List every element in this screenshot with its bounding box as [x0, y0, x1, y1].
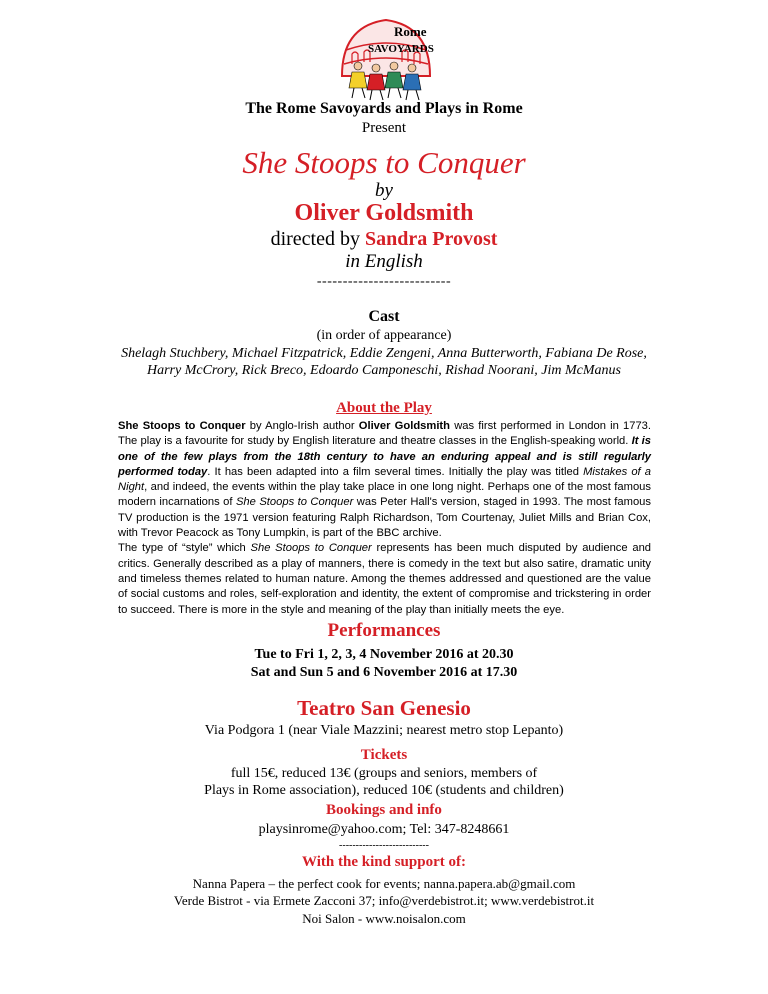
- about-author-ref: Oliver Goldsmith: [358, 420, 450, 432]
- performances-heading: Performances: [327, 620, 441, 641]
- support-heading: With the kind support of:: [302, 854, 466, 870]
- cast-line-2: Harry McCrory, Rick Breco, Edoardo Camponeschi, Rishad Noorani, Jim McManus: [147, 363, 621, 378]
- tickets-line-2: Plays in Rome association), reduced 10€ (students and children): [204, 783, 564, 798]
- logo-text-savoyards: SAVOYARDS: [368, 43, 434, 55]
- bookings-contact: playsinrome@yahoo.com; Tel: 347-8248661: [258, 822, 510, 837]
- about-text-part: . It has been adapted into a film several times. Initially the play was titled: [207, 465, 584, 478]
- performance-dates-1: Tue to Fri 1, 2, 3, 4 November 2016 at 20.30: [254, 647, 514, 662]
- about-text-part: was Peter Hall's version, staged in 1993. The most famous TV production is the 1971 version featuring Ralph Richardson, Tom Courtenay, Juliet Mills and Brian Cox, with Trevor Peacock as Tony Lumpkin, is part of the BBC archive.: [118, 496, 651, 540]
- rome-savoyards-logo: [332, 6, 440, 102]
- presenter-line: The Rome Savoyards and Plays in Rome: [245, 100, 523, 117]
- bookings-heading: Bookings and info: [326, 802, 442, 818]
- sponsor-line-1: Nanna Papera – the perfect cook for events; nanna.papera.ab@gmail.com: [192, 876, 576, 891]
- about-alt-title: Mistakes of a Night: [118, 465, 651, 494]
- sponsor-line-2: Verde Bistrot - via Ermete Zacconi 37; info@verdebistrot.it; www.verdebistrot.it: [173, 893, 595, 908]
- about-paragraph-2: [118, 541, 651, 617]
- venue-name: Teatro San Genesio: [297, 696, 471, 720]
- present-line: Present: [361, 120, 407, 136]
- about-title-ref: She Stoops to Conquer: [118, 420, 246, 432]
- venue-address: Via Podgora 1 (near Viale Mazzini; nearest metro stop Lepanto): [204, 723, 564, 738]
- about-title-ref-3: She Stoops to Conquer: [250, 542, 372, 555]
- by-line: by: [375, 180, 393, 201]
- about-text-part: by Anglo-Irish author: [245, 420, 359, 432]
- cast-list: [0, 345, 768, 379]
- tickets-line-1: full 15€, reduced 13€ (groups and seniors, members of: [230, 766, 538, 781]
- play-title: She Stoops to Conquer: [242, 145, 526, 180]
- cast-subheading: (in order of appearance): [316, 328, 452, 343]
- directed-by-line: [0, 228, 768, 251]
- tickets-heading: Tickets: [360, 747, 408, 763]
- about-heading: About the Play: [336, 400, 432, 416]
- author-name: Oliver Goldsmith: [294, 200, 474, 226]
- separator-line: --------------------------: [316, 274, 452, 289]
- logo-text-rome: Rome: [394, 24, 427, 39]
- about-text-part: was first performed in London in 1773. The play is a favourite for study by English literature and theatre classes in the English-speaking world.: [118, 420, 652, 448]
- about-text-part: , and indeed, the events within the play take place in one long night. Perhaps one of the most famous modern incarnations of: [118, 481, 651, 509]
- about-text-part: The type of “style” which: [118, 542, 251, 555]
- about-text-part: represents has been much disputed by audience and critics. Generally described as a play of manners, there is comedy in the text but also satire, dramatic unity and timeless themes related to human nature. Among the themes addressed and questioned are the value of social customs and roles, self-exploration and identity, the extent of compromise and trickstering in order to succeed. There is more in the style and meaning of the play than initially meets the eye.: [118, 542, 652, 616]
- cast-line-1: Shelagh Stuchbery, Michael Fitzpatrick, Eddie Zengeni, Anna Butterworth, Fabiana De Rose,: [121, 346, 647, 361]
- about-text: [118, 419, 651, 618]
- about-paragraph-1: [118, 419, 651, 541]
- about-emphasis: It is one of the few plays from the 18th century to have an enduring appeal and is still regularly performed today: [118, 435, 651, 478]
- cast-heading: Cast: [368, 308, 400, 325]
- sponsor-line-3: Noi Salon - www.noisalon.com: [302, 911, 466, 926]
- performance-dates-2: Sat and Sun 5 and 6 November 2016 at 17.30: [250, 665, 518, 680]
- director-name: Sandra Provost: [364, 228, 498, 250]
- directed-by-prefix: directed by: [270, 228, 360, 250]
- language-line: in English: [345, 251, 423, 272]
- bookings-separator: ---------------------------: [339, 840, 429, 851]
- about-title-ref-2: She Stoops to Conquer: [235, 496, 354, 509]
